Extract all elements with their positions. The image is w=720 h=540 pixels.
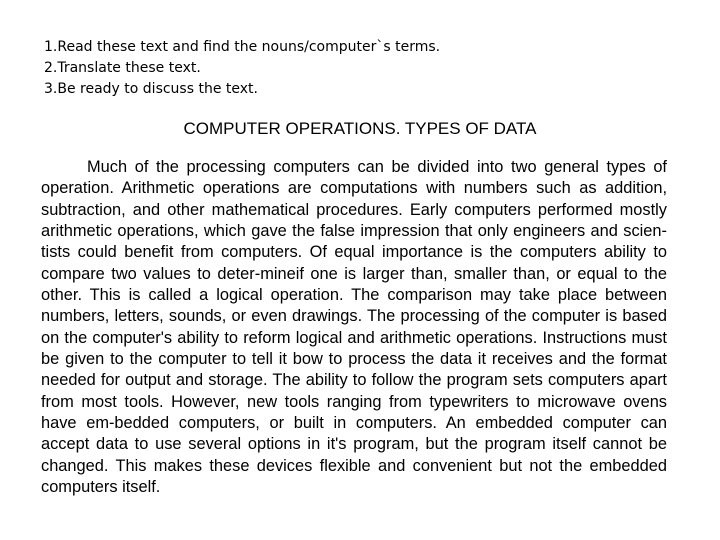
document-title: COMPUTER OPERATIONS. TYPES OF DATA (183, 119, 537, 138)
task-item: 2.Translate these text. (44, 60, 201, 76)
task-list (44, 37, 440, 100)
task-item: 3.Be ready to discuss the text. (44, 81, 258, 97)
document-body: Much of the processing computers can be divided into two general types of operation. Arithmetic operations are computations with numbers such as addition, subtraction, and other mathematical procedures. Early computers performed mostly arithmetic operations, which gave the false impression that only engineers and scien-tists could benefit from computers. Of equal importance is the computers ability to compare two values to deter-mineif one is larger than, smaller than, or equal to the other. This is called a logical operation. The comparison may take place between numbers, letters, sounds, or even drawings. The processing of the computer is based on the computer's ability to reform logical and arithmetic operations. Instructions must be given to the computer to tell it bow to process the data it receives and the format needed for output and storage. The ability to follow the program sets computers apart from most tools. However, new tools ranging from typewriters to microwave ovens have em-bedded computers, or built in computers. An embedded computer can accept data to use several options in it's program, but the program itself cannot be changed. This makes these devices flexible and convenient but not the embedded computers itself. (41, 158, 667, 497)
task-item: 1.Read these text and find the nouns/computer`s terms. (44, 39, 441, 55)
